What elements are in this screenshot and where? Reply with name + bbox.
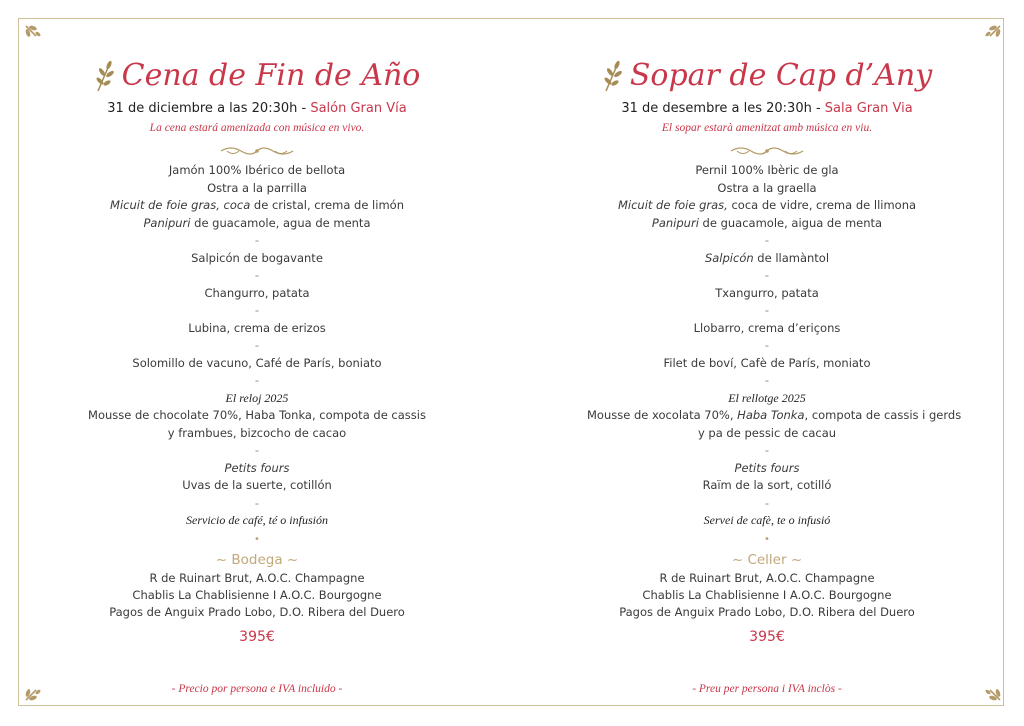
menu-item-italic: Panipuri bbox=[143, 215, 191, 230]
coffee-service: Servei de cafè, te o infusió bbox=[703, 513, 831, 527]
menu-item: Jamón 100% Ibérico de bellota bbox=[168, 163, 346, 177]
menu-item: Pernil 100% Ibèric de gla bbox=[695, 163, 839, 177]
menu-item-italic: Micuit de foie gras, coca bbox=[110, 198, 251, 212]
menu-item: Raïm de la sort, cotilló bbox=[702, 478, 832, 492]
menu-column-spanish bbox=[77, 52, 437, 647]
price-footnote: - Preu per persona i IVA inclòs - bbox=[692, 683, 842, 695]
ornament-divider-icon bbox=[727, 144, 807, 158]
menu-item-text: , compota de cassis i gerds bbox=[804, 408, 962, 422]
title-row bbox=[77, 52, 437, 100]
course-separator: - bbox=[764, 338, 770, 352]
menu-item: Txangurro, patata bbox=[715, 285, 819, 300]
corner-flourish-icon bbox=[982, 682, 1002, 702]
coffee-service: Servicio de café, té o infusión bbox=[186, 513, 328, 527]
menu-item: Ostra a la graella bbox=[717, 180, 817, 195]
course-separator: - bbox=[764, 268, 770, 282]
menu-item: Mousse de chocolate 70%, Haba Tonka, compota de cassis bbox=[88, 408, 426, 422]
wine-item: Chablis La Chablisienne I A.O.C. Bourgogne bbox=[132, 587, 382, 602]
corner-flourish-icon bbox=[24, 24, 44, 44]
venue-name: Salón Gran Vía bbox=[310, 101, 407, 116]
menu-list bbox=[587, 162, 962, 550]
course-separator: - bbox=[764, 373, 770, 387]
corner-flourish-icon bbox=[24, 682, 44, 702]
dot-separator: • bbox=[764, 533, 770, 545]
menu-item-text: de guacamole, aigua de menta bbox=[698, 215, 883, 230]
menu-item-text: coca de vidre, crema de llimona bbox=[727, 198, 917, 212]
menu-item: Uvas de la suerte, cotillón bbox=[182, 478, 332, 492]
sprig-icon bbox=[94, 59, 116, 93]
venue-name: Sala Gran Via bbox=[824, 101, 913, 116]
menu-item: Salpicón de bogavante bbox=[191, 250, 323, 265]
menu-item: Changurro, patata bbox=[204, 285, 310, 300]
event-date-line bbox=[587, 100, 947, 118]
sprig-icon bbox=[602, 59, 624, 93]
menu-item: Solomillo de vacuno, Café de París, boniato bbox=[132, 355, 382, 370]
wine-item: Pagos de Anguix Prado Lobo, D.O. Ribera del Duero bbox=[619, 604, 915, 619]
menu-item: Filet de boví, Cafè de París, moniato bbox=[663, 355, 871, 370]
course-separator: - bbox=[254, 303, 260, 317]
course-separator: - bbox=[254, 495, 260, 510]
menu-item-italic: Micuit de foie gras, bbox=[617, 198, 728, 212]
wine-item: R de Ruinart Brut, A.O.C. Champagne bbox=[659, 570, 875, 585]
menu-item: Ostra a la parrilla bbox=[207, 180, 307, 195]
menu-item-italic: Haba Tonka bbox=[737, 408, 805, 422]
ambience-note: El sopar estarà amenitzat amb música en viu. bbox=[661, 122, 873, 134]
price-footnote: - Precio por persona e IVA incluido - bbox=[171, 683, 343, 695]
wine-item: Chablis La Chablisienne I A.O.C. Bourgogne bbox=[642, 587, 892, 602]
price: 395€ bbox=[749, 628, 785, 645]
menu-item: y pa de pessic de cacau bbox=[697, 425, 837, 440]
event-date: 31 de desembre a les 20:30h - bbox=[621, 101, 825, 116]
course-separator: - bbox=[254, 373, 260, 387]
course-separator: - bbox=[254, 233, 260, 247]
course-separator: - bbox=[764, 233, 770, 247]
corner-flourish-icon bbox=[982, 24, 1002, 44]
menu-item bbox=[587, 215, 947, 233]
dot-separator: • bbox=[254, 533, 260, 545]
menu-title: Sopar de Cap d’Any bbox=[629, 58, 933, 93]
cellar-title: ~ Celler ~ bbox=[731, 551, 803, 568]
event-date: 31 de diciembre a las 20:30h - bbox=[107, 101, 311, 116]
menu-column-catalan bbox=[587, 52, 962, 647]
menu-item-text: de cristal, crema de limón bbox=[250, 198, 404, 212]
wine-item: Pagos de Anguix Prado Lobo, D.O. Ribera del Duero bbox=[109, 604, 405, 619]
menu-list bbox=[77, 162, 437, 550]
course-separator: - bbox=[254, 338, 260, 352]
course-separator: - bbox=[764, 443, 770, 457]
menu-item: Petits fours bbox=[224, 460, 290, 475]
menu-item bbox=[77, 197, 437, 215]
wine-item: R de Ruinart Brut, A.O.C. Champagne bbox=[149, 570, 365, 585]
menu-title: Cena de Fin de Año bbox=[121, 58, 421, 93]
cellar-title: ~ Bodega ~ bbox=[215, 551, 299, 568]
dessert-title: El reloj 2025 bbox=[225, 390, 289, 405]
event-date-line bbox=[77, 100, 437, 118]
menu-item: y frambues, bizcocho de cacao bbox=[167, 425, 347, 440]
menu-item-text: de guacamole, agua de menta bbox=[190, 215, 371, 230]
menu-item-italic: Panipuri bbox=[651, 215, 699, 230]
ambience-note: La cena estará amenizada con música en vivo. bbox=[149, 122, 365, 134]
menu-item-text: Mousse de xocolata 70%, bbox=[587, 408, 738, 422]
menu-item-italic: Salpicón bbox=[704, 250, 754, 265]
menu-item: Lubina, crema de erizos bbox=[188, 320, 326, 335]
ornament-divider-icon bbox=[217, 144, 297, 158]
menu-item bbox=[587, 197, 947, 215]
menu-item bbox=[587, 407, 962, 425]
menu-item: Llobarro, crema d’eriçons bbox=[693, 320, 841, 335]
menu-item bbox=[587, 250, 947, 268]
course-separator: - bbox=[764, 495, 770, 510]
menu-item: Petits fours bbox=[734, 460, 800, 475]
menu-item-text: de llamàntol bbox=[753, 250, 830, 265]
course-separator: - bbox=[764, 303, 770, 317]
price: 395€ bbox=[239, 628, 275, 645]
title-row bbox=[587, 52, 947, 100]
course-separator: - bbox=[254, 443, 260, 457]
course-separator: - bbox=[254, 268, 260, 282]
dessert-title: El rellotge 2025 bbox=[728, 390, 806, 405]
menu-item bbox=[77, 215, 437, 233]
